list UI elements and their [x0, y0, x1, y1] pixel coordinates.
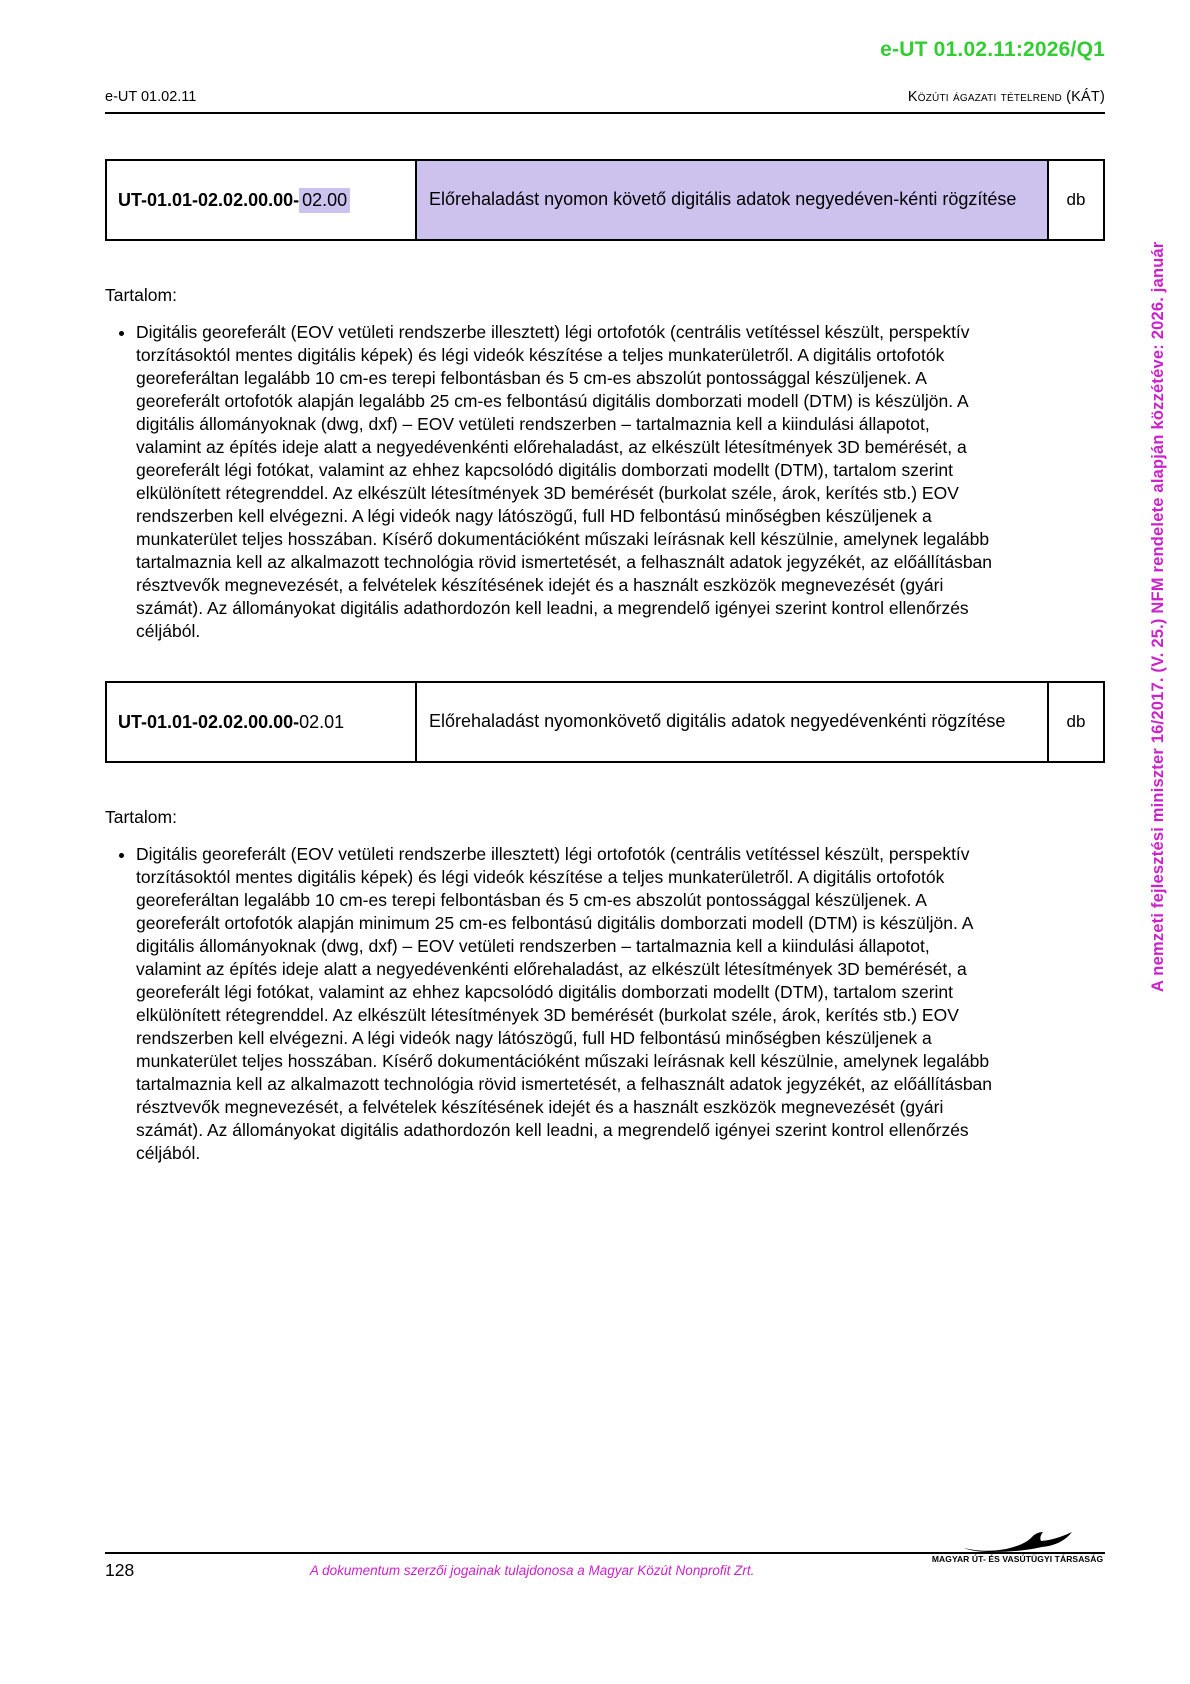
footer-logo	[930, 1530, 1105, 1564]
item-unit-cell	[1047, 683, 1103, 761]
bullet-list	[105, 843, 995, 1165]
side-note-vertical-text: A nemzeti fejlesztési miniszter 16/2017. (V. 25.) NFM rendelete alapján közzétéve: 2026. január	[1149, 241, 1167, 992]
bullet-item: • Digitális georeferált (EOV vetületi rendszerbe illesztett) légi ortofotók (centrális vetítéssel készült, perspektív torzításoktól mentes digitális képek) és légi videók készítése a teljes munkaterületről. A digitális ortofotók georeferáltan legalább 10 cm-es terepi felbontásban és 5 cm-es abszolút pontossággal készüljenek. A georeferált ortofotók alapján minimum 25 cm-es felbontású digitális domborzati modell (DTM) is készüljön. A digitális állományoknak (dwg, dxf) – EOV vetületi rendszerben – tartalmaznia kell a kiindulási állapotot, valamint az építés ideje alatt a negyedévenkénti előrehaladást, az elkészült létesítmények 3D bemérését, a georeferált légi fotókat, valamint az ehhez kapcsolódó digitális domborzati modellt (DTM), tartalom szerint elkülönített rétegrenddel. Az elkészült létesítmények 3D bemérését (burkolat széle, árok, kerítés stb.) EOV rendszerben kell elvégezni. A légi videók nagy látószögű, full HD felbontású minőségben készüljenek a munkaterület teljes hosszában. Kísérő dokumentációként műszaki leírásnak kell készülnie, amelynek legalább tartalmaznia kell az alkalmazott technológia rövid ismertetését, a felhasznált adatok jegyzékét, az előállításban résztvevők megnevezését, a felvételek készítésének idejét és a használt eszközök megnevezését (gyári számát). Az állományokat digitális adathordozón kell leadni, a megrendelő igényei szerint kontrol ellenőrzés céljából.	[136, 843, 995, 1165]
item-unit-cell	[1047, 161, 1103, 239]
item-unit: db	[1066, 190, 1086, 209]
doc-code-title: e-UT 01.02.11:2026/Q1	[880, 38, 1105, 61]
section-label: Tartalom:	[105, 285, 177, 305]
bullet-item: • Digitális georeferált (EOV vetületi rendszerbe illesztett) légi ortofotók (centrális vetítéssel készült, perspektív torzításoktól mentes digitális képek) és légi videók készítése a teljes munkaterületről. A digitális ortofotók georeferáltan legalább 10 cm-es terepi felbontásban és 5 cm-es abszolút pontossággal készüljenek. A georeferált ortofotók alapján legalább 25 cm-es felbontású digitális domborzati modell (DTM) is készüljön. A digitális állományoknak (dwg, dxf) – EOV vetületi rendszerben – tartalmaznia kell a kiindulási állapotot, valamint az építés ideje alatt a negyedévenkénti előrehaladást, az elkészült létesítmények 3D bemérését, a georeferált légi fotókat, valamint az ehhez kapcsolódó digitális domborzati modellt (DTM), tartalom szerint elkülönített rétegrenddel. Az elkészült létesítmények 3D bemérését (burkolat széle, árok, kerítés stb.) EOV rendszerben kell elvégezni. A légi videók nagy látószögű, full HD felbontású minőségben készüljenek a munkaterület teljes hosszában. Kísérő dokumentációként műszaki leírásnak kell készülnie, amelynek legalább tartalmaznia kell az alkalmazott technológia rövid ismertetését, a felhasznált adatok jegyzékét, az előállításban résztvevők megnevezését, a felvételek készítésének idejét és a használt eszközök megnevezését (gyári számát). Az állományokat digitális adathordozón kell leadni, a megrendelő igényei szerint kontrol ellenőrzés céljából.	[136, 321, 995, 643]
item-table	[105, 159, 1105, 241]
bullet-list	[105, 321, 995, 643]
item-title-cell	[415, 683, 1047, 761]
page-footer	[105, 1552, 1105, 1581]
item-table	[105, 681, 1105, 763]
section-label: Tartalom:	[105, 807, 177, 827]
footer-copyright: A dokumentum szerzői jogainak tulajdonosa a Magyar Közút Nonprofit Zrt.	[309, 1563, 755, 1578]
item-title: Előrehaladást nyomon követő digitális adatok negyedéven-kénti rögzítése	[429, 189, 1017, 210]
item-title: Előrehaladást nyomonkövető digitális adatok negyedévenkénti rögzítése	[429, 711, 1006, 732]
page-content	[105, 0, 1105, 1165]
item-code-prefix: UT-01.01-02.02.00.00-	[118, 711, 300, 732]
page-header	[105, 89, 1105, 114]
item-code-cell	[107, 683, 415, 761]
header-left-text: e-UT 01.02.11	[105, 89, 197, 105]
page-number: 128	[105, 1560, 135, 1580]
item-code-suffix: 02.00	[299, 188, 350, 213]
item-code-prefix: UT-01.01-02.02.00.00-	[118, 189, 300, 210]
item-code-suffix: 02.01	[299, 711, 345, 732]
item-unit: db	[1066, 712, 1086, 731]
footer-logo-caption: MAGYAR ÚT- ÉS VASÚTÜGYI TÁRSASÁG	[931, 1554, 1104, 1564]
item-code-cell	[107, 161, 415, 239]
item-title-cell	[415, 161, 1047, 239]
swan-logo-icon	[930, 1530, 1105, 1552]
header-right-text: Közúti ágazati tételrend (KÁT)	[907, 89, 1105, 105]
